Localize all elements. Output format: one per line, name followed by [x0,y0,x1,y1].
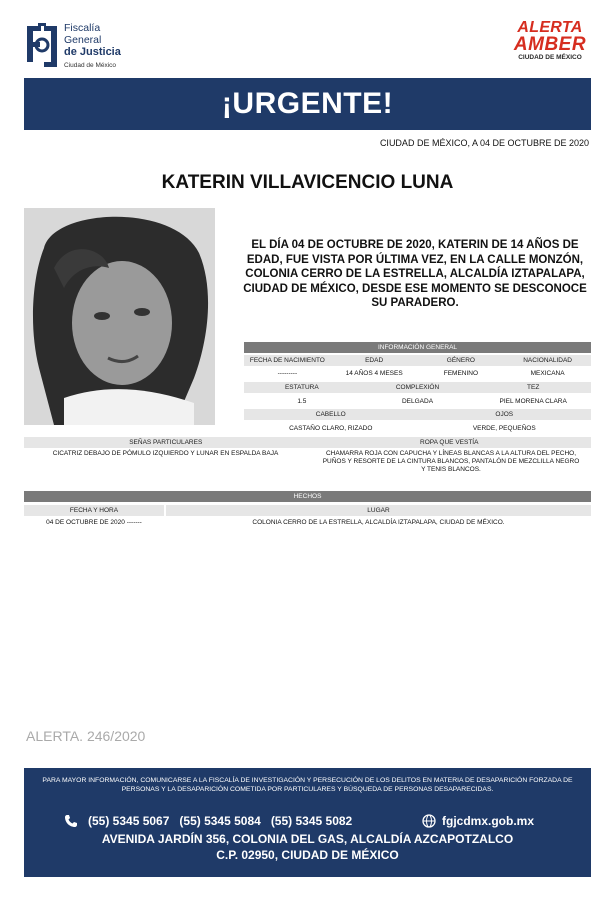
value-birthdate: --------- [277,370,298,377]
value-skin: PIEL MORENA CLARA [499,398,567,405]
senas-ropa-labels-row [24,437,591,448]
amber-line-2: AMBER [513,34,587,55]
label-gender: GÉNERO [418,355,505,366]
label-skin: TEZ [475,382,591,393]
phone-3[interactable]: (55) 5345 5082 [270,814,353,828]
value-build: DELGADA [401,398,434,405]
label-age: EDAD [331,355,418,366]
value-lugar: COLONIA CERRO DE LA ESTRELLA, ALCALDÍA IZTAPALAPA, CIUDAD DE MÉXICO. [252,519,505,526]
label-birthdate: FECHA DE NACIMIENTO [244,355,331,366]
photo-image [24,208,215,425]
value-senas: CICATRIZ DEBAJO DE PÓMULO IZQUIERDO Y LUNAR EN ESPALDA BAJA [52,450,279,457]
logo-line-1: Fiscalía [64,22,101,34]
label-fecha-hora: FECHA Y HORA [24,505,164,516]
value-nationality: MEXICANA [530,370,565,377]
logo-line-2: General [64,34,102,46]
info-values-row-1 [244,368,591,379]
website-link[interactable]: fgjcdmx.gob.mx [442,814,535,828]
info-labels-row-1 [244,355,591,366]
label-senas: SEÑAS PARTICULARES [24,437,308,448]
value-age: 14 AÑOS 4 MESES [345,370,403,377]
info-values-row-3 [244,423,591,434]
label-hair: CABELLO [244,409,418,420]
footer-contact [24,768,591,877]
amber-line-1: ALERTA [517,19,583,36]
phone-1[interactable]: (55) 5345 5067 [88,814,170,828]
missing-person-photo [24,208,215,425]
value-hair: CASTAÑO CLARO, RIZADO [289,425,373,432]
description-text: EL DÍA 04 DE OCTUBRE DE 2020, KATERIN DE 14 AÑOS DE EDAD, FUE VISTA POR ÚLTIMA VEZ, EN LA CALLE MONZÓN, COLONIA CERRO DE LA ESTRELLA, ALCALDÍA IZTAPALAPA, CIUDAD DE MÉXICO, DESDE ESE MOMENTO SE DESCONOCE SU PARADERO. [243,239,587,309]
footer-phones [64,814,352,828]
logo-line-4: Ciudad de México [64,62,117,69]
footer-info-text: PARA MAYOR INFORMACIÓN, COMUNICARSE A LA FISCALÍA DE INVESTIGACIÓN Y PERSECUCIÓN DE LOS DELITOS EN MATERIA DE DESAPARICIÓN FORZADA DE PERSONAS Y LA DESAPARICIÓN COMETIDA POR PARTICULARES Y BÚSQUEDA DE PERSONAS DESAPARECIDAS. [42,777,573,793]
value-eyes: VERDE, PEQUEÑOS [472,425,536,432]
urgent-banner: ¡URGENTE! [24,78,591,130]
value-fecha-hora: 04 DE OCTUBRE DE 2020 ------- [46,519,142,526]
label-lugar: LUGAR [166,505,591,516]
globe-icon [422,814,436,828]
info-general-header: INFORMACIÓN GENERAL [244,342,591,353]
footer-address [24,831,591,863]
label-ropa: ROPA QUE VESTÍA [308,437,592,448]
value-gender: FEMENINO [443,370,479,377]
logo-line-3: de Justicia [64,46,121,58]
address-line-1: AVENIDA JARDÍN 356, COLONIA DEL GAS, ALCALDÍA AZCAPOTZALCO [101,832,514,846]
alerta-amber-logo [508,20,592,76]
label-height: ESTATURA [244,382,360,393]
person-name: KATERIN VILLAVICENCIO LUNA [161,172,454,193]
footer-website [422,814,534,828]
phone-2[interactable]: (55) 5345 5084 [179,814,261,828]
label-nationality: NACIONALIDAD [504,355,591,366]
dateline: CIUDAD DE MÉXICO, A 04 DE OCTUBRE DE 2020 [379,138,589,148]
label-eyes: OJOS [418,409,592,420]
hechos-header: HECHOS [24,491,591,502]
label-build: COMPLEXIÓN [360,382,476,393]
info-labels-row-2 [244,382,591,393]
phone-icon [64,814,78,828]
info-labels-row-3 [244,409,591,420]
fgj-logo-icon [24,22,60,68]
info-values-row-2 [244,396,591,407]
address-line-2: C.P. 02950, CIUDAD DE MÉXICO [216,848,399,862]
alerta-number: ALERTA. 246/2020 [26,728,146,744]
amber-line-3: CIUDAD DE MÉXICO [518,54,582,61]
value-height: 1.5 [297,398,307,405]
fgj-logo-text [64,22,121,72]
value-ropa: CHAMARRA ROJA CON CAPUCHA Y LÍNEAS BLANCAS A LA ALTURA DEL PECHO, PUÑOS Y RESORTE DE LA CINTURA BLANCOS, PANTALÓN DE MEZCLILLA NEGRO Y TENIS BLANCOS. [322,450,580,473]
